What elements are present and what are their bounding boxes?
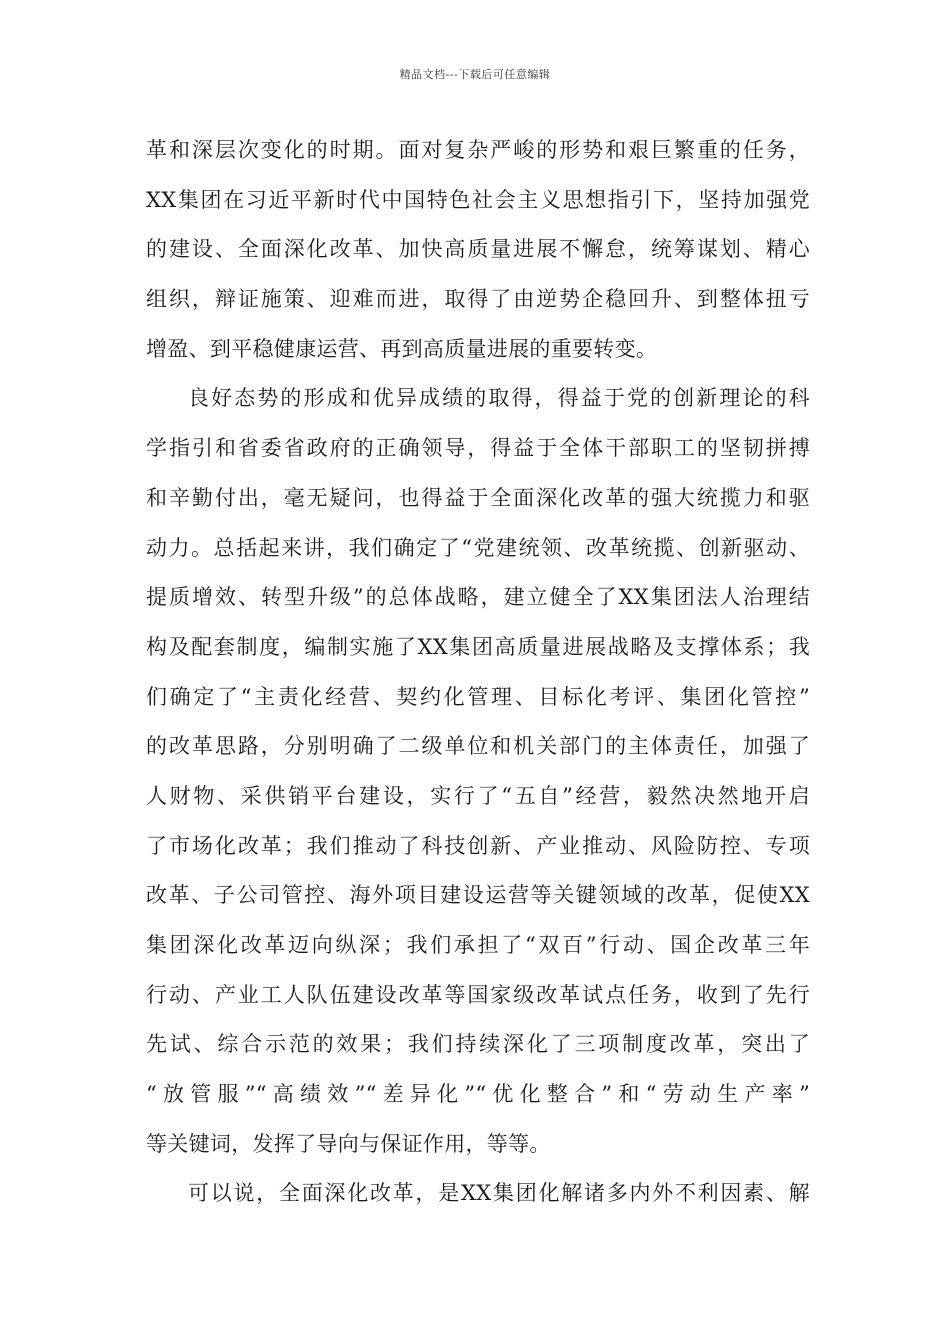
- text-line: 的改革思路，分别明确了二级单位和机关部门的主体责任，加强了: [146, 734, 810, 759]
- text-line: 的建设、全面深化改革、加快高质量进展不懈怠，统筹谋划、精心: [146, 237, 810, 262]
- text-line: 良好态势的形成和优异成绩的取得，得益于党的创新理论的科: [188, 386, 810, 411]
- text-line: 革和深层次变化的时期。面对复杂严峻的形势和艰巨繁重的任务，: [146, 138, 810, 162]
- paragraph-1: [146, 126, 810, 374]
- text-line: “放管服”“高绩效”“差异化”“优化整合”和“劳动生产率”: [146, 1082, 810, 1107]
- text-line: 构及配套制度，编制实施了XX集团高质量进展战略及支撑体系；我: [146, 634, 810, 659]
- text-line: 和辛勤付出，毫无疑问，也得益于全面深化改革的强大统揽力和驱: [146, 485, 810, 510]
- text-line: 学指引和省委省政府的正确领导，得益于全体干部职工的坚韧拼搏: [146, 436, 810, 461]
- text-line: 先试、综合示范的效果；我们持续深化了三项制度改革，突出了: [146, 1032, 810, 1057]
- text-line: 集团深化改革迈向纵深；我们承担了“双百”行动、国企改革三年: [146, 933, 810, 957]
- text-line: XX集团在习近平新时代中国特色社会主义思想指引下，坚持加强党: [146, 187, 810, 212]
- text-line: 可以说，全面深化改革，是XX集团化解诸多内外不利因素、解: [188, 1181, 810, 1206]
- text-line: 动力。总括起来讲，我们确定了“党建统领、改革统揽、创新驱动、: [146, 535, 810, 560]
- text-line: 改革、子公司管控、海外项目建设运营等关键领域的改革，促使XX: [146, 883, 810, 908]
- text-line: 们确定了“主责化经营、契约化管理、目标化考评、集团化管控”: [146, 684, 810, 709]
- text-line: 行动、产业工人队伍建设改革等国家级改革试点任务，收到了先行: [146, 982, 810, 1007]
- paragraph-3: [146, 1169, 810, 1219]
- text-line: 等关键词，发挥了导向与保证作用，等等。: [146, 1131, 551, 1156]
- text-line: 组织，辩证施策、迎难而进，取得了由逆势企稳回升、到整体扭亏: [146, 287, 810, 312]
- document-body: [146, 126, 810, 1219]
- text-line: 了市场化改革；我们推动了科技创新、产业推动、风险防控、专项: [146, 833, 810, 858]
- text-line: 增盈、到平稳健康运营、再到高质量进展的重要转变。: [146, 336, 658, 361]
- text-line: 人财物、采供销平台建设，实行了“五自”经营，毅然决然地开启: [146, 783, 810, 808]
- text-line: 提质增效、转型升级”的总体战略，建立健全了XX集团法人治理结: [146, 585, 810, 610]
- paragraph-2: [146, 374, 810, 1169]
- page-header: 精品文档---下载后可任意编辑: [399, 68, 551, 81]
